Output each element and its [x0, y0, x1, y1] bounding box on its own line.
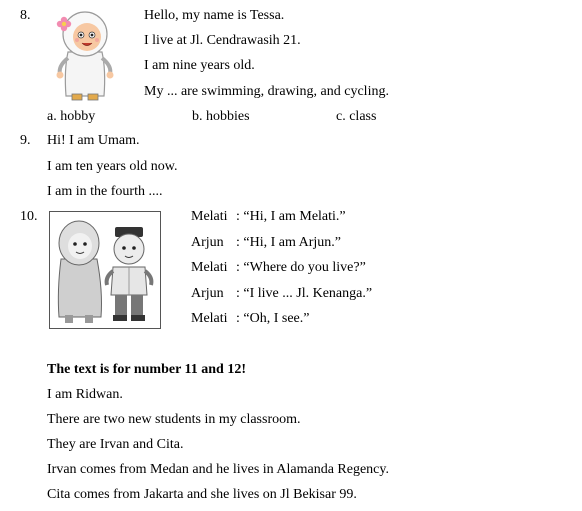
q8-line-1: Hello, my name is Tessa. — [144, 8, 285, 23]
q10-speaker-4: Arjun — [191, 286, 224, 301]
q10-line-5: : “Oh, I see.” — [236, 311, 310, 326]
q8-line-3: I am nine years old. — [144, 58, 255, 73]
q10-line-1: : “Hi, I am Melati.” — [236, 209, 346, 224]
q10-speaker-5: Melati — [191, 311, 228, 326]
q10-speaker-2: Arjun — [191, 235, 224, 250]
girl-illustration — [50, 10, 120, 102]
text-line-2: There are two new students in my classroom. — [47, 412, 301, 427]
q9-number: 9. — [20, 133, 31, 148]
text-heading: The text is for number 11 and 12! — [47, 362, 246, 377]
q8-option-a: a. hobby — [47, 109, 96, 124]
q9-line-3: I am in the fourth .... — [47, 184, 163, 199]
q10-line-2: : “Hi, I am Arjun.” — [236, 235, 341, 250]
q10-speaker-1: Melati — [191, 209, 228, 224]
q10-line-3: : “Where do you live?” — [236, 260, 366, 275]
text-line-4: Irvan comes from Medan and he lives in Alamanda Regency. — [47, 462, 389, 477]
text-line-5: Cita comes from Jakarta and she lives on Jl Bekisar 99. — [47, 487, 357, 502]
text-line-1: I am Ridwan. — [47, 387, 123, 402]
q9-line-1: Hi! I am Umam. — [47, 133, 140, 148]
q10-speaker-3: Melati — [191, 260, 228, 275]
q8-option-c: c. class — [336, 109, 377, 124]
q8-option-b: b. hobbies — [192, 109, 250, 124]
q8-line-4: My ... are swimming, drawing, and cycling. — [144, 84, 389, 99]
q8-line-2: I live at Jl. Cendrawasih 21. — [144, 33, 301, 48]
q10-number: 10. — [20, 209, 38, 224]
children-illustration — [49, 211, 161, 329]
text-line-3: They are Irvan and Cita. — [47, 437, 184, 452]
q9-line-2: I am ten years old now. — [47, 159, 178, 174]
q10-line-4: : “I live ... Jl. Kenanga.” — [236, 286, 373, 301]
q8-number: 8. — [20, 8, 31, 23]
